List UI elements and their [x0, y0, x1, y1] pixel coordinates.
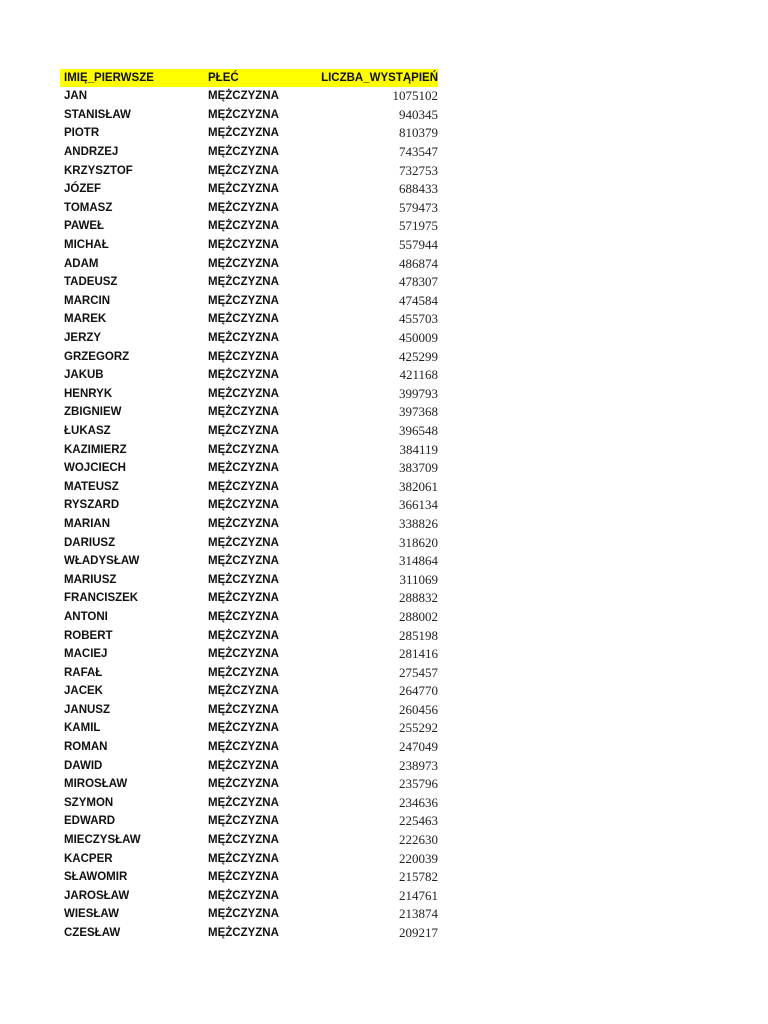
table-row — [60, 106, 438, 125]
table-row — [60, 849, 438, 868]
table-row — [60, 347, 438, 366]
cell-gender: MĘŻCZYZNA — [208, 908, 279, 921]
cell-count: 478307 — [399, 274, 438, 290]
table-row — [60, 310, 438, 329]
table-row — [60, 608, 438, 627]
cell-first-name: KAZIMIERZ — [64, 443, 127, 456]
cell-count: 399793 — [399, 385, 438, 401]
cell-gender: MĘŻCZYZNA — [208, 462, 279, 475]
table-row — [60, 273, 438, 292]
table-row — [60, 738, 438, 757]
cell-count: 1075102 — [392, 88, 438, 104]
table-row — [60, 887, 438, 906]
cell-count: 382061 — [399, 478, 438, 494]
table-row — [60, 682, 438, 701]
table-row — [60, 663, 438, 682]
cell-first-name: JERZY — [64, 332, 102, 345]
cell-gender: MĘŻCZYZNA — [208, 127, 279, 140]
cell-first-name: DAWID — [64, 759, 103, 772]
cell-count: 383709 — [399, 460, 438, 476]
cell-count: 579473 — [399, 199, 438, 215]
cell-first-name: ADAM — [64, 257, 99, 270]
cell-gender: MĘŻCZYZNA — [208, 536, 279, 549]
cell-gender: MĘŻCZYZNA — [208, 406, 279, 419]
table-row — [60, 626, 438, 645]
cell-gender: MĘŻCZYZNA — [208, 480, 279, 493]
cell-gender: MĘŻCZYZNA — [208, 796, 279, 809]
cell-count: 225463 — [399, 813, 438, 829]
cell-first-name: JAROSŁAW — [64, 889, 130, 902]
cell-first-name: HENRYK — [64, 387, 113, 400]
cell-first-name: TOMASZ — [64, 201, 113, 214]
cell-gender: MĘŻCZYZNA — [208, 146, 279, 159]
table-row — [60, 924, 438, 943]
cell-count: 314864 — [399, 553, 438, 569]
cell-count: 275457 — [399, 664, 438, 680]
cell-first-name: JANUSZ — [64, 703, 111, 716]
cell-count: 571975 — [399, 218, 438, 234]
cell-gender: MĘŻCZYZNA — [208, 387, 279, 400]
cell-gender: MĘŻCZYZNA — [208, 108, 279, 121]
cell-first-name: MARIUSZ — [64, 573, 117, 586]
cell-count: 288832 — [399, 590, 438, 606]
table-row — [60, 477, 438, 496]
table-row — [60, 143, 438, 162]
cell-gender: MĘŻCZYZNA — [208, 778, 279, 791]
cell-gender: MĘŻCZYZNA — [208, 666, 279, 679]
cell-first-name: WŁADYSŁAW — [64, 555, 140, 568]
cell-count: 255292 — [399, 720, 438, 736]
table-row — [60, 552, 438, 571]
cell-first-name: DARIUSZ — [64, 536, 116, 549]
cell-count: 450009 — [399, 330, 438, 346]
table-row — [60, 292, 438, 311]
cell-first-name: ANTONI — [64, 610, 108, 623]
cell-first-name: MAREK — [64, 313, 107, 326]
cell-first-name: JAN — [64, 90, 88, 103]
cell-first-name: PAWEŁ — [64, 220, 105, 233]
table-row — [60, 403, 438, 422]
cell-first-name: KAMIL — [64, 722, 101, 735]
cell-gender: MĘŻCZYZNA — [208, 276, 279, 289]
cell-gender: MĘŻCZYZNA — [208, 350, 279, 363]
table-row — [60, 180, 438, 199]
cell-gender: MĘŻCZYZNA — [208, 889, 279, 902]
cell-first-name: SŁAWOMIR — [64, 871, 128, 884]
cell-count: 732753 — [399, 162, 438, 178]
cell-count: 288002 — [399, 608, 438, 624]
cell-gender: MĘŻCZYZNA — [208, 257, 279, 270]
cell-first-name: CZESŁAW — [64, 927, 121, 940]
cell-gender: MĘŻCZYZNA — [208, 183, 279, 196]
cell-count: 220039 — [399, 850, 438, 866]
cell-first-name: SZYMON — [64, 796, 114, 809]
cell-gender: MĘŻCZYZNA — [208, 759, 279, 772]
cell-count: 688433 — [399, 181, 438, 197]
table-row — [60, 329, 438, 348]
cell-first-name: KACPER — [64, 852, 113, 865]
table-row — [60, 385, 438, 404]
cell-first-name: JACEK — [64, 685, 103, 698]
table-row — [60, 570, 438, 589]
cell-first-name: MIROSŁAW — [64, 778, 128, 791]
cell-first-name: MATEUSZ — [64, 480, 119, 493]
table-row — [60, 440, 438, 459]
cell-gender: MĘŻCZYZNA — [208, 852, 279, 865]
cell-gender: MĘŻCZYZNA — [208, 220, 279, 233]
cell-count: 486874 — [399, 255, 438, 271]
cell-count: 425299 — [399, 348, 438, 364]
cell-first-name: MARCIN — [64, 294, 110, 307]
cell-gender: MĘŻCZYZNA — [208, 239, 279, 252]
table-row — [60, 236, 438, 255]
cell-gender: MĘŻCZYZNA — [208, 499, 279, 512]
cell-first-name: WIESŁAW — [64, 908, 119, 921]
cell-first-name: ROBERT — [64, 629, 113, 642]
cell-count: 209217 — [399, 925, 438, 941]
table-row — [60, 366, 438, 385]
cell-count: 234636 — [399, 794, 438, 810]
cell-count: 557944 — [399, 237, 438, 253]
table-row — [60, 459, 438, 478]
cell-count: 810379 — [399, 125, 438, 141]
cell-gender: MĘŻCZYZNA — [208, 443, 279, 456]
cell-first-name: WOJCIECH — [64, 462, 126, 475]
cell-gender: MĘŻCZYZNA — [208, 369, 279, 382]
cell-count: 397368 — [399, 404, 438, 420]
cell-first-name: ZBIGNIEW — [64, 406, 122, 419]
cell-first-name: ŁUKASZ — [64, 424, 111, 437]
cell-gender: MĘŻCZYZNA — [208, 741, 279, 754]
cell-gender: MĘŻCZYZNA — [208, 871, 279, 884]
cell-first-name: ROMAN — [64, 741, 108, 754]
cell-first-name: FRANCISZEK — [64, 592, 139, 605]
table-row — [60, 217, 438, 236]
cell-gender: MĘŻCZYZNA — [208, 629, 279, 642]
cell-first-name: KRZYSZTOF — [64, 164, 133, 177]
table-row — [60, 701, 438, 720]
cell-count: 396548 — [399, 422, 438, 438]
table-row — [60, 831, 438, 850]
table-row — [60, 589, 438, 608]
header-first-name: IMIĘ_PIERWSZE — [64, 72, 154, 84]
table-row — [60, 905, 438, 924]
cell-count: 421168 — [399, 367, 438, 383]
cell-count: 311069 — [399, 571, 438, 587]
cell-first-name: RYSZARD — [64, 499, 120, 512]
cell-first-name: TADEUSZ — [64, 276, 118, 289]
cell-count: 366134 — [399, 497, 438, 513]
cell-first-name: MARIAN — [64, 517, 110, 530]
header-count: LICZBA_WYSTĄPIEŃ — [321, 72, 438, 84]
cell-count: 318620 — [399, 534, 438, 550]
cell-first-name: RAFAŁ — [64, 666, 103, 679]
cell-gender: MĘŻCZYZNA — [208, 555, 279, 568]
cell-gender: MĘŻCZYZNA — [208, 610, 279, 623]
cell-first-name: MICHAŁ — [64, 239, 109, 252]
cell-first-name: EDWARD — [64, 815, 116, 828]
table-row — [60, 645, 438, 664]
table-row — [60, 868, 438, 887]
cell-count: 281416 — [399, 646, 438, 662]
cell-count: 264770 — [399, 683, 438, 699]
cell-first-name: GRZEGORZ — [64, 350, 130, 363]
cell-gender: MĘŻCZYZNA — [208, 722, 279, 735]
cell-count: 238973 — [399, 757, 438, 773]
cell-first-name: MACIEJ — [64, 648, 108, 661]
table-body — [60, 87, 438, 942]
cell-gender: MĘŻCZYZNA — [208, 90, 279, 103]
cell-gender: MĘŻCZYZNA — [208, 703, 279, 716]
table-row — [60, 422, 438, 441]
cell-count: 743547 — [399, 144, 438, 160]
cell-gender: MĘŻCZYZNA — [208, 294, 279, 307]
cell-first-name: MIECZYSŁAW — [64, 834, 141, 847]
cell-gender: MĘŻCZYZNA — [208, 332, 279, 345]
cell-count: 247049 — [399, 739, 438, 755]
cell-first-name: JÓZEF — [64, 183, 102, 196]
cell-gender: MĘŻCZYZNA — [208, 313, 279, 326]
cell-gender: MĘŻCZYZNA — [208, 164, 279, 177]
cell-count: 338826 — [399, 515, 438, 531]
table-row — [60, 719, 438, 738]
cell-count: 213874 — [399, 906, 438, 922]
table-row — [60, 756, 438, 775]
table-row — [60, 775, 438, 794]
cell-gender: MĘŻCZYZNA — [208, 201, 279, 214]
cell-first-name: STANISŁAW — [64, 108, 131, 121]
table-row — [60, 161, 438, 180]
cell-gender: MĘŻCZYZNA — [208, 685, 279, 698]
cell-gender: MĘŻCZYZNA — [208, 815, 279, 828]
cell-first-name: JAKUB — [64, 369, 104, 382]
cell-count: 260456 — [399, 701, 438, 717]
table-row — [60, 496, 438, 515]
cell-gender: MĘŻCZYZNA — [208, 834, 279, 847]
table-row — [60, 812, 438, 831]
cell-gender: MĘŻCZYZNA — [208, 424, 279, 437]
cell-count: 235796 — [399, 776, 438, 792]
table-row — [60, 87, 438, 106]
cell-count: 215782 — [399, 869, 438, 885]
table-row — [60, 254, 438, 273]
table-row — [60, 515, 438, 534]
cell-first-name: PIOTR — [64, 127, 100, 140]
cell-count: 474584 — [399, 292, 438, 308]
cell-count: 285198 — [399, 627, 438, 643]
table-row — [60, 199, 438, 218]
table-row — [60, 794, 438, 813]
cell-count: 455703 — [399, 311, 438, 327]
cell-count: 214761 — [399, 887, 438, 903]
table-row — [60, 124, 438, 143]
cell-gender: MĘŻCZYZNA — [208, 927, 279, 940]
table-row — [60, 533, 438, 552]
header-gender: PŁEĆ — [208, 72, 239, 84]
cell-count: 222630 — [399, 832, 438, 848]
cell-gender: MĘŻCZYZNA — [208, 648, 279, 661]
cell-count: 940345 — [399, 106, 438, 122]
cell-gender: MĘŻCZYZNA — [208, 592, 279, 605]
cell-first-name: ANDRZEJ — [64, 146, 119, 159]
cell-count: 384119 — [399, 441, 438, 457]
cell-gender: MĘŻCZYZNA — [208, 517, 279, 530]
names-table — [60, 69, 438, 942]
cell-gender: MĘŻCZYZNA — [208, 573, 279, 586]
header-row — [60, 69, 438, 87]
